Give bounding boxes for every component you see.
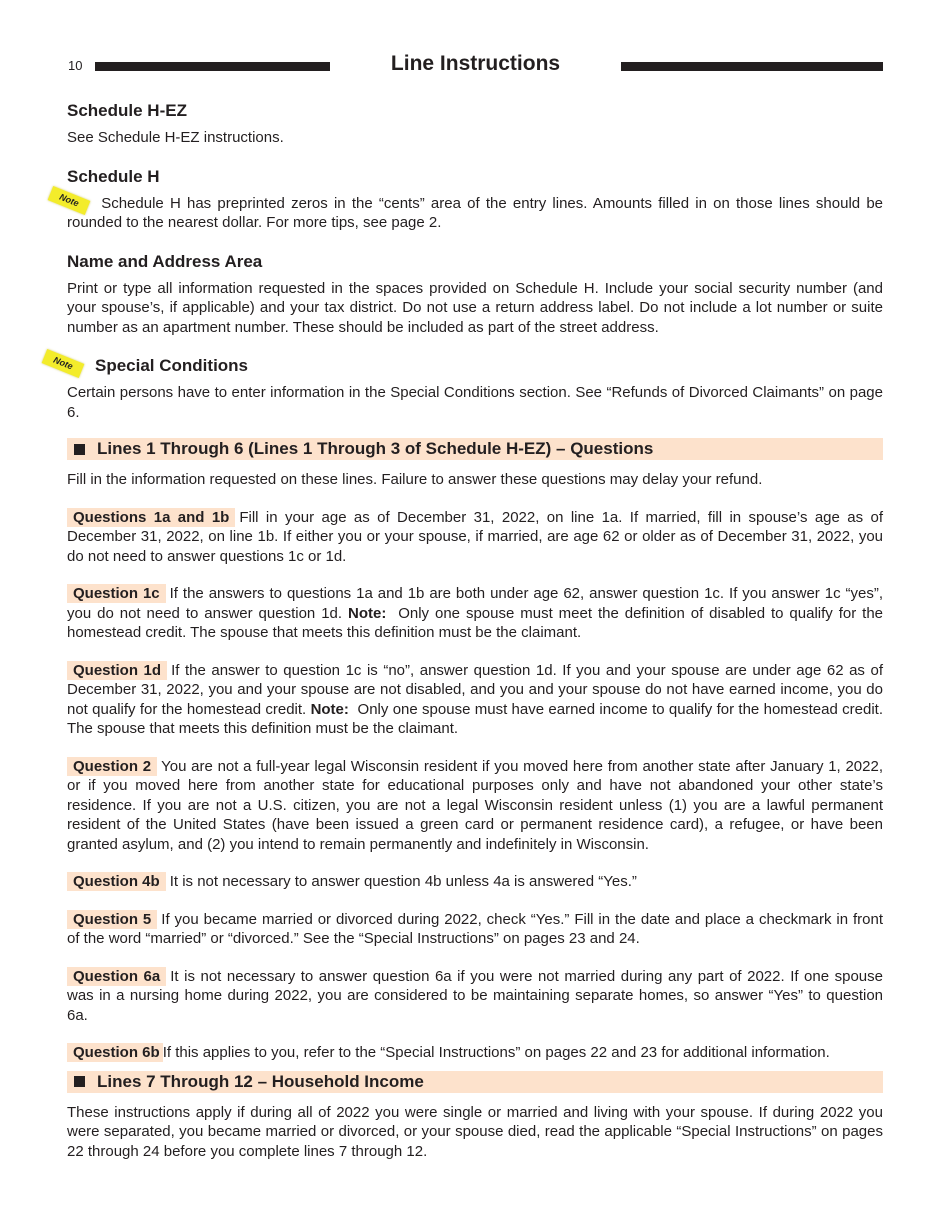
page-number: 10 [68,58,83,73]
question-item [67,757,883,855]
question-label: Question 1c [67,584,166,603]
question-label: Question 1d [67,661,167,680]
question-item [67,508,883,567]
section-lines-1-6-intro: Fill in the information requested on these lines. Failure to answer these questions may delay your refund. [67,471,763,488]
schedule-h-section [58,166,884,233]
question-text: Fill in your age as of December 31, 2022, on line 1a. If married, fill in spouse’s age as of December 31, 2022, on line 1b. If either you or your spouse, if married, are age 62 or older as of December 31, 2022, you do not need to answer questions 1c or 1d. [67,508,883,565]
question-label: Question 5 [67,910,157,929]
schedule-h-ez-heading: Schedule H-EZ [67,101,187,120]
question-item [67,967,883,1026]
header-rule-right [621,62,883,71]
section-lines-1-6-title: Lines 1 Through 6 (Lines 1 Through 3 of Schedule H-EZ) – Questions [97,439,654,458]
page-title: Line Instructions [390,52,561,75]
question-item [67,661,883,739]
question-text: If the answers to questions 1a and 1b are both under age 62, answer question 1c. If you answer 1c “yes”, you do not need to answer question 1d. [67,585,884,622]
section-lines-7-12-title: Lines 7 Through 12 – Household Income [97,1071,424,1091]
name-address-section [67,251,883,338]
section-lines-7-12 [67,1071,883,1093]
schedule-h-text: Schedule H has preprinted zeros in the “cents” area of the entry lines. Amounts filled in on those lines should be rounded to the nearest dollar. For more tips, see page 2. [67,194,884,231]
note-label: Note [42,349,85,378]
question-text: It is not necessary to answer question 6a if you were not married during any part of 2022. If one spouse was in a nursing home during 2022, you are considered to be maintaining separate homes, so answer “Yes” to question 6a. [67,967,883,1024]
question-item [67,872,883,892]
question-text: You are not a full-year legal Wisconsin resident if you moved here from another state after January 1, 2022, or if you moved here from another state for educational purposes only and have not abandoned your other state’s residence. If you are not a U.S. citizen, you are not a legal Wisconsin resident unless (1) you are a lawful permanent resident of the United States (have been issued a green card or permanent residence card), a refugee, or have been granted asylum, and (2) you intend to remain permanently and indefinitely in Wisconsin. [67,757,883,853]
note-icon [52,354,95,376]
section-lines-7-12-block [67,1103,883,1162]
question-label: Question 6a [67,967,166,986]
note-icon [58,191,93,211]
section-lines-1-6 [67,438,883,460]
special-conditions-section [52,354,883,422]
question-item [67,910,883,949]
question-text: If you became married or divorced during 2022, check “Yes.” Fill in the date and place a checkmark in front of the word “married” or “divorced.” See the “Special Instructions” on pages 23 and 24. [67,910,884,947]
header-rule-left [95,62,330,71]
question-label: Question 4b [67,872,166,891]
special-conditions-heading: Special Conditions [95,356,249,375]
note-bold: Note: [348,604,387,622]
note-label: Note [48,186,91,215]
name-address-heading: Name and Address Area [67,251,263,271]
question-label: Question 2 [67,757,157,776]
question-label: Questions 1a and 1b [67,508,235,527]
bullet-square-icon [74,1076,85,1087]
question-text: If this applies to you, refer to the “Special Instructions” on pages 22 and 23 for additional information. [162,1044,830,1061]
question-text: If the answer to question 1c is “no”, answer question 1d. If you and your spouse are under age 62 as of December 31, 2022, you and your spouse are not disabled, and you and your spouse do not have earned income, you do not qualify for the homestead credit. [67,661,883,718]
special-conditions-heading-wrap [52,354,883,377]
schedule-h-ez-text: See Schedule H-EZ instructions. [67,129,284,146]
name-address-text: Print or type all information requested in the spaces provided on Schedule H. Include your social security number (and your spouse’s, if applicable) and your tax district. Do not use a return address label. Do not include a lot number or suite number as an apartment number. These should be included as part of the street address. [67,279,883,336]
question-text-after: Only one spouse must have earned income to qualify for the homestead credit. The spouse that meets this definition must be the claimant. [67,700,883,737]
special-conditions-text: Certain persons have to enter information in the Special Conditions section. See “Refunds of Divorced Claimants” on page 6. [67,384,883,421]
note-bold: Note: [310,700,349,718]
section-lines-7-12-text: These instructions apply if during all of 2022 you were single or married and living with your spouse. If during 2022 you were separated, you became married or divorced, or your spouse died, read the applicable “Special Instructions” on pages 22 through 24 before you complete lines 7 through 12. [67,1103,883,1160]
question-text-after: Only one spouse must meet the definition of disabled to qualify for the homestead credit. The spouse that meets this definition must be the claimant. [67,604,883,641]
section-lines-1-6-intro-block [67,470,883,490]
question-item [67,584,883,643]
instructions-body [52,100,884,1179]
schedule-h-heading: Schedule H [67,166,160,186]
question-text: It is not necessary to answer question 4b unless 4a is answered “Yes.” [169,873,637,890]
question-item [67,1043,883,1063]
schedule-h-ez-section [67,100,883,148]
bullet-square-icon [74,444,85,455]
schedule-h-text-wrap [58,191,884,233]
question-label: Question 6b [67,1043,163,1062]
